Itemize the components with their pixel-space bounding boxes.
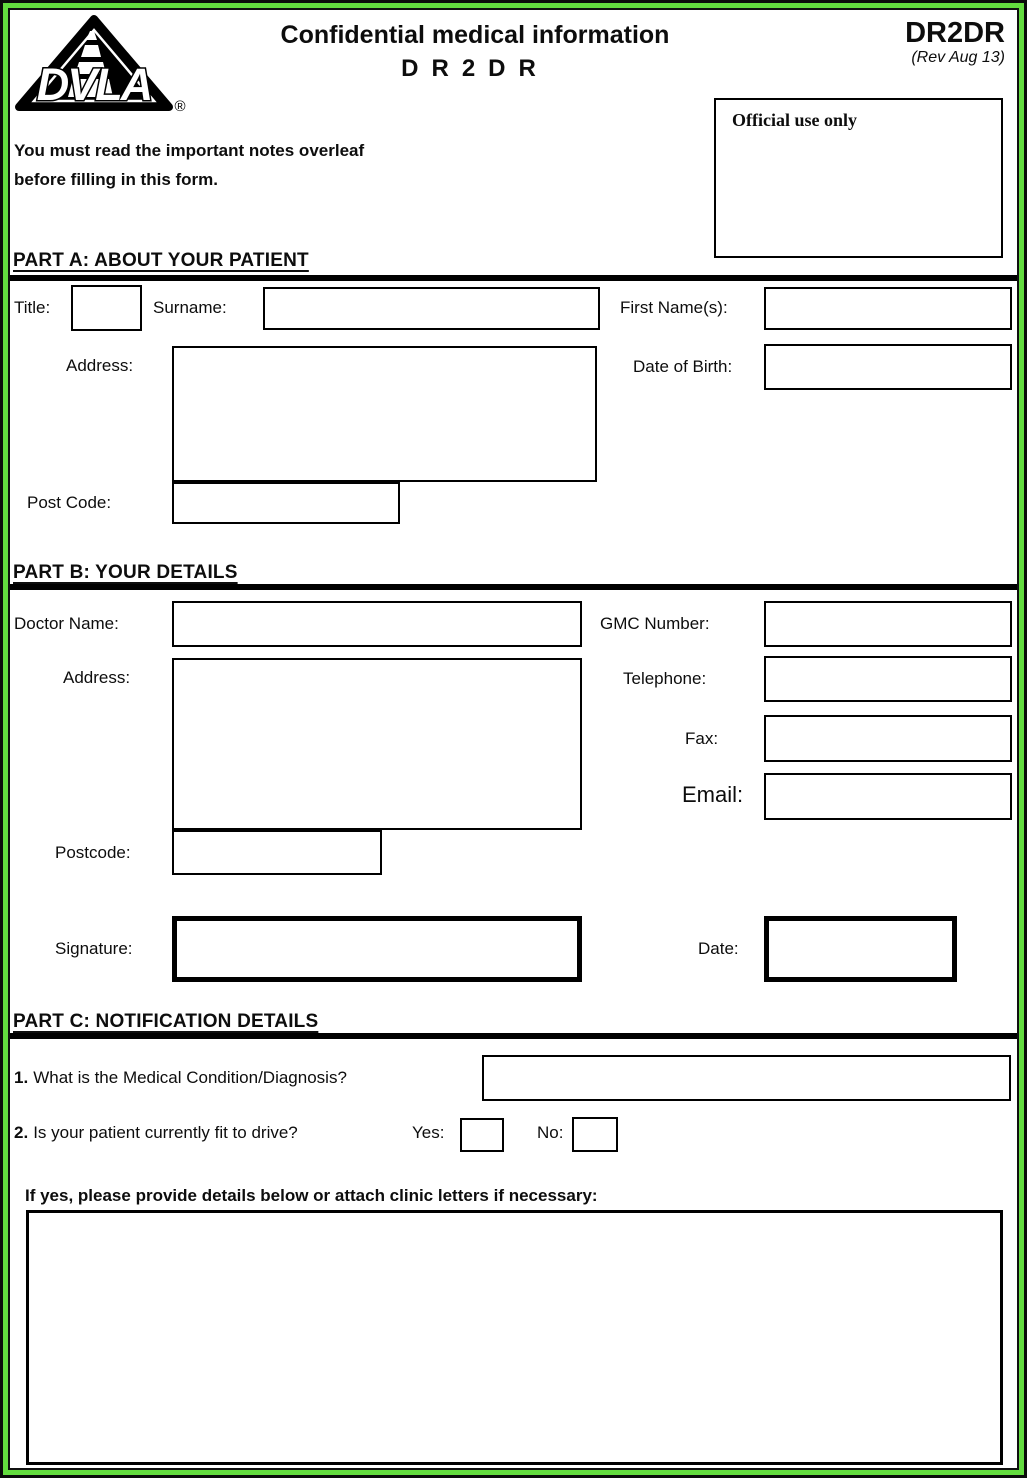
patient-address-field[interactable] (172, 346, 597, 482)
fax-label: Fax: (685, 728, 719, 748)
doctor-postcode-label: Postcode: (55, 842, 131, 862)
question-2 (14, 1113, 298, 1153)
fit-to-drive-yes-checkbox[interactable] (460, 1118, 504, 1152)
patient-post-code-label: Post Code: (27, 493, 112, 512)
svg-text:DVLA: DVLA (36, 59, 152, 110)
part-a-divider (10, 275, 1017, 281)
patient-dob-label: Date of Birth: (633, 357, 733, 376)
header-form-code-block (905, 18, 1005, 67)
patient-first-names-label: First Name(s): (620, 298, 728, 317)
page-subtitle: DR2DR (401, 55, 549, 82)
patient-title-field[interactable] (71, 285, 142, 331)
fit-to-drive-yes-label: Yes: (412, 1123, 445, 1142)
patient-post-code-field[interactable] (172, 482, 400, 524)
header-title-block (105, 20, 845, 83)
svg-text:®: ® (174, 98, 186, 115)
signature-label: Signature: (55, 939, 133, 958)
form-revision: (Rev Aug 13) (911, 49, 1005, 66)
notice-line-1: You must read the important notes overleaf (14, 141, 365, 160)
part-a-heading: PART A: ABOUT YOUR PATIENT (13, 250, 309, 271)
form-sheet (8, 8, 1019, 1470)
question-1-number: 1. (14, 1068, 29, 1087)
patient-address-label: Address: (66, 356, 134, 375)
telephone-label: Telephone: (623, 669, 707, 688)
signature-field[interactable] (172, 916, 582, 982)
patient-surname-label: Surname: (153, 298, 227, 317)
email-label: Email: (682, 782, 744, 807)
doctor-name-label: Doctor Name: (14, 614, 119, 633)
official-use-only-box (714, 98, 1003, 258)
doctor-postcode-field[interactable] (172, 830, 382, 875)
part-b-heading: PART B: YOUR DETAILS (13, 562, 238, 583)
medical-condition-field[interactable] (482, 1055, 1011, 1101)
official-use-only-label: Official use only (732, 110, 857, 130)
doctor-address-label: Address: (63, 668, 131, 687)
question-1 (14, 1056, 347, 1100)
question-2-text: Is your patient currently fit to drive? (33, 1123, 298, 1142)
patient-title-label: Title: (14, 298, 51, 317)
patient-dob-field[interactable] (764, 344, 1012, 390)
details-field[interactable] (26, 1210, 1003, 1465)
page-title: Confidential medical information (280, 21, 670, 49)
part-c-divider (10, 1033, 1017, 1039)
telephone-field[interactable] (764, 656, 1012, 702)
question-1-text: What is the Medical Condition/Diagnosis? (33, 1068, 347, 1087)
important-notice (14, 136, 364, 194)
fax-field[interactable] (764, 715, 1012, 762)
form-code: DR2DR (905, 17, 1005, 49)
details-prompt: If yes, please provide details below or attach clinic letters if necessary: (25, 1186, 598, 1205)
email-field[interactable] (764, 773, 1012, 820)
fit-to-drive-no-checkbox[interactable] (572, 1117, 618, 1152)
gmc-number-field[interactable] (764, 601, 1012, 647)
question-2-number: 2. (14, 1123, 29, 1142)
doctor-name-field[interactable] (172, 601, 582, 647)
patient-first-names-field[interactable] (764, 287, 1012, 330)
part-b-divider (10, 584, 1017, 590)
fit-to-drive-no-label: No: (537, 1123, 564, 1142)
gmc-number-label: GMC Number: (600, 614, 710, 633)
date-field[interactable] (764, 916, 957, 982)
part-c-heading: PART C: NOTIFICATION DETAILS (13, 1011, 319, 1032)
patient-surname-field[interactable] (263, 287, 600, 330)
date-label: Date: (698, 939, 739, 958)
notice-line-2: before filling in this form. (14, 170, 218, 189)
doctor-address-field[interactable] (172, 658, 582, 830)
